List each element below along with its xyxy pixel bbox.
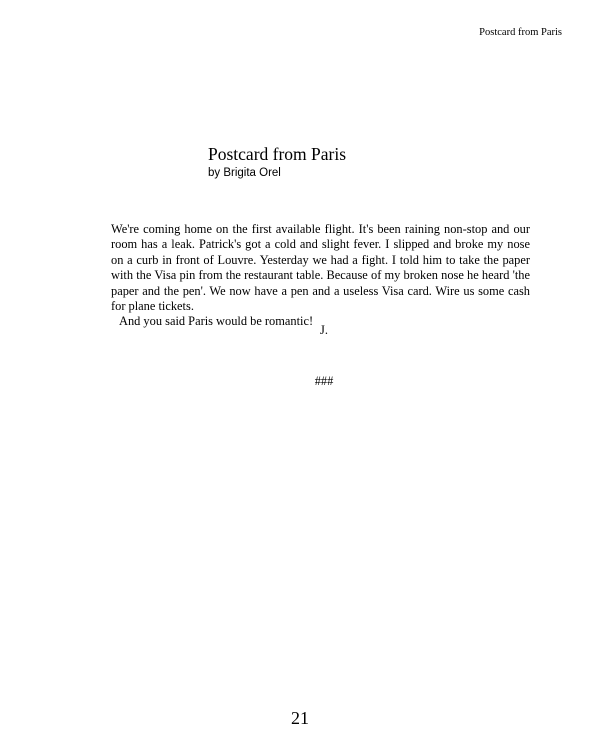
- running-header: Postcard from Paris: [479, 27, 562, 38]
- byline: by Brigita Orel: [208, 167, 281, 179]
- page-number: 21: [291, 708, 309, 728]
- signature: J.: [320, 323, 328, 337]
- body-paragraph: And you said Paris would be romantic!: [119, 314, 314, 329]
- story-title: Postcard from Paris: [208, 144, 347, 164]
- title-block: [208, 144, 346, 180]
- scene-break: ###: [314, 374, 334, 388]
- body-paragraph: We're coming home on the first available flight. It's been raining non-stop and our room has a leak. Patrick's got a cold and slight fever. I slipped and broke my nose on a curb in front of Louvre. Yesterday we had a fight. I told him to take the paper with the Visa pin from the restaurant table. Because of my broken nose he heard 'the paper and the pen'. We now have a pen and a useless Visa card. Wire us some cash for plane tickets.: [111, 222, 530, 314]
- story-body: [111, 222, 530, 330]
